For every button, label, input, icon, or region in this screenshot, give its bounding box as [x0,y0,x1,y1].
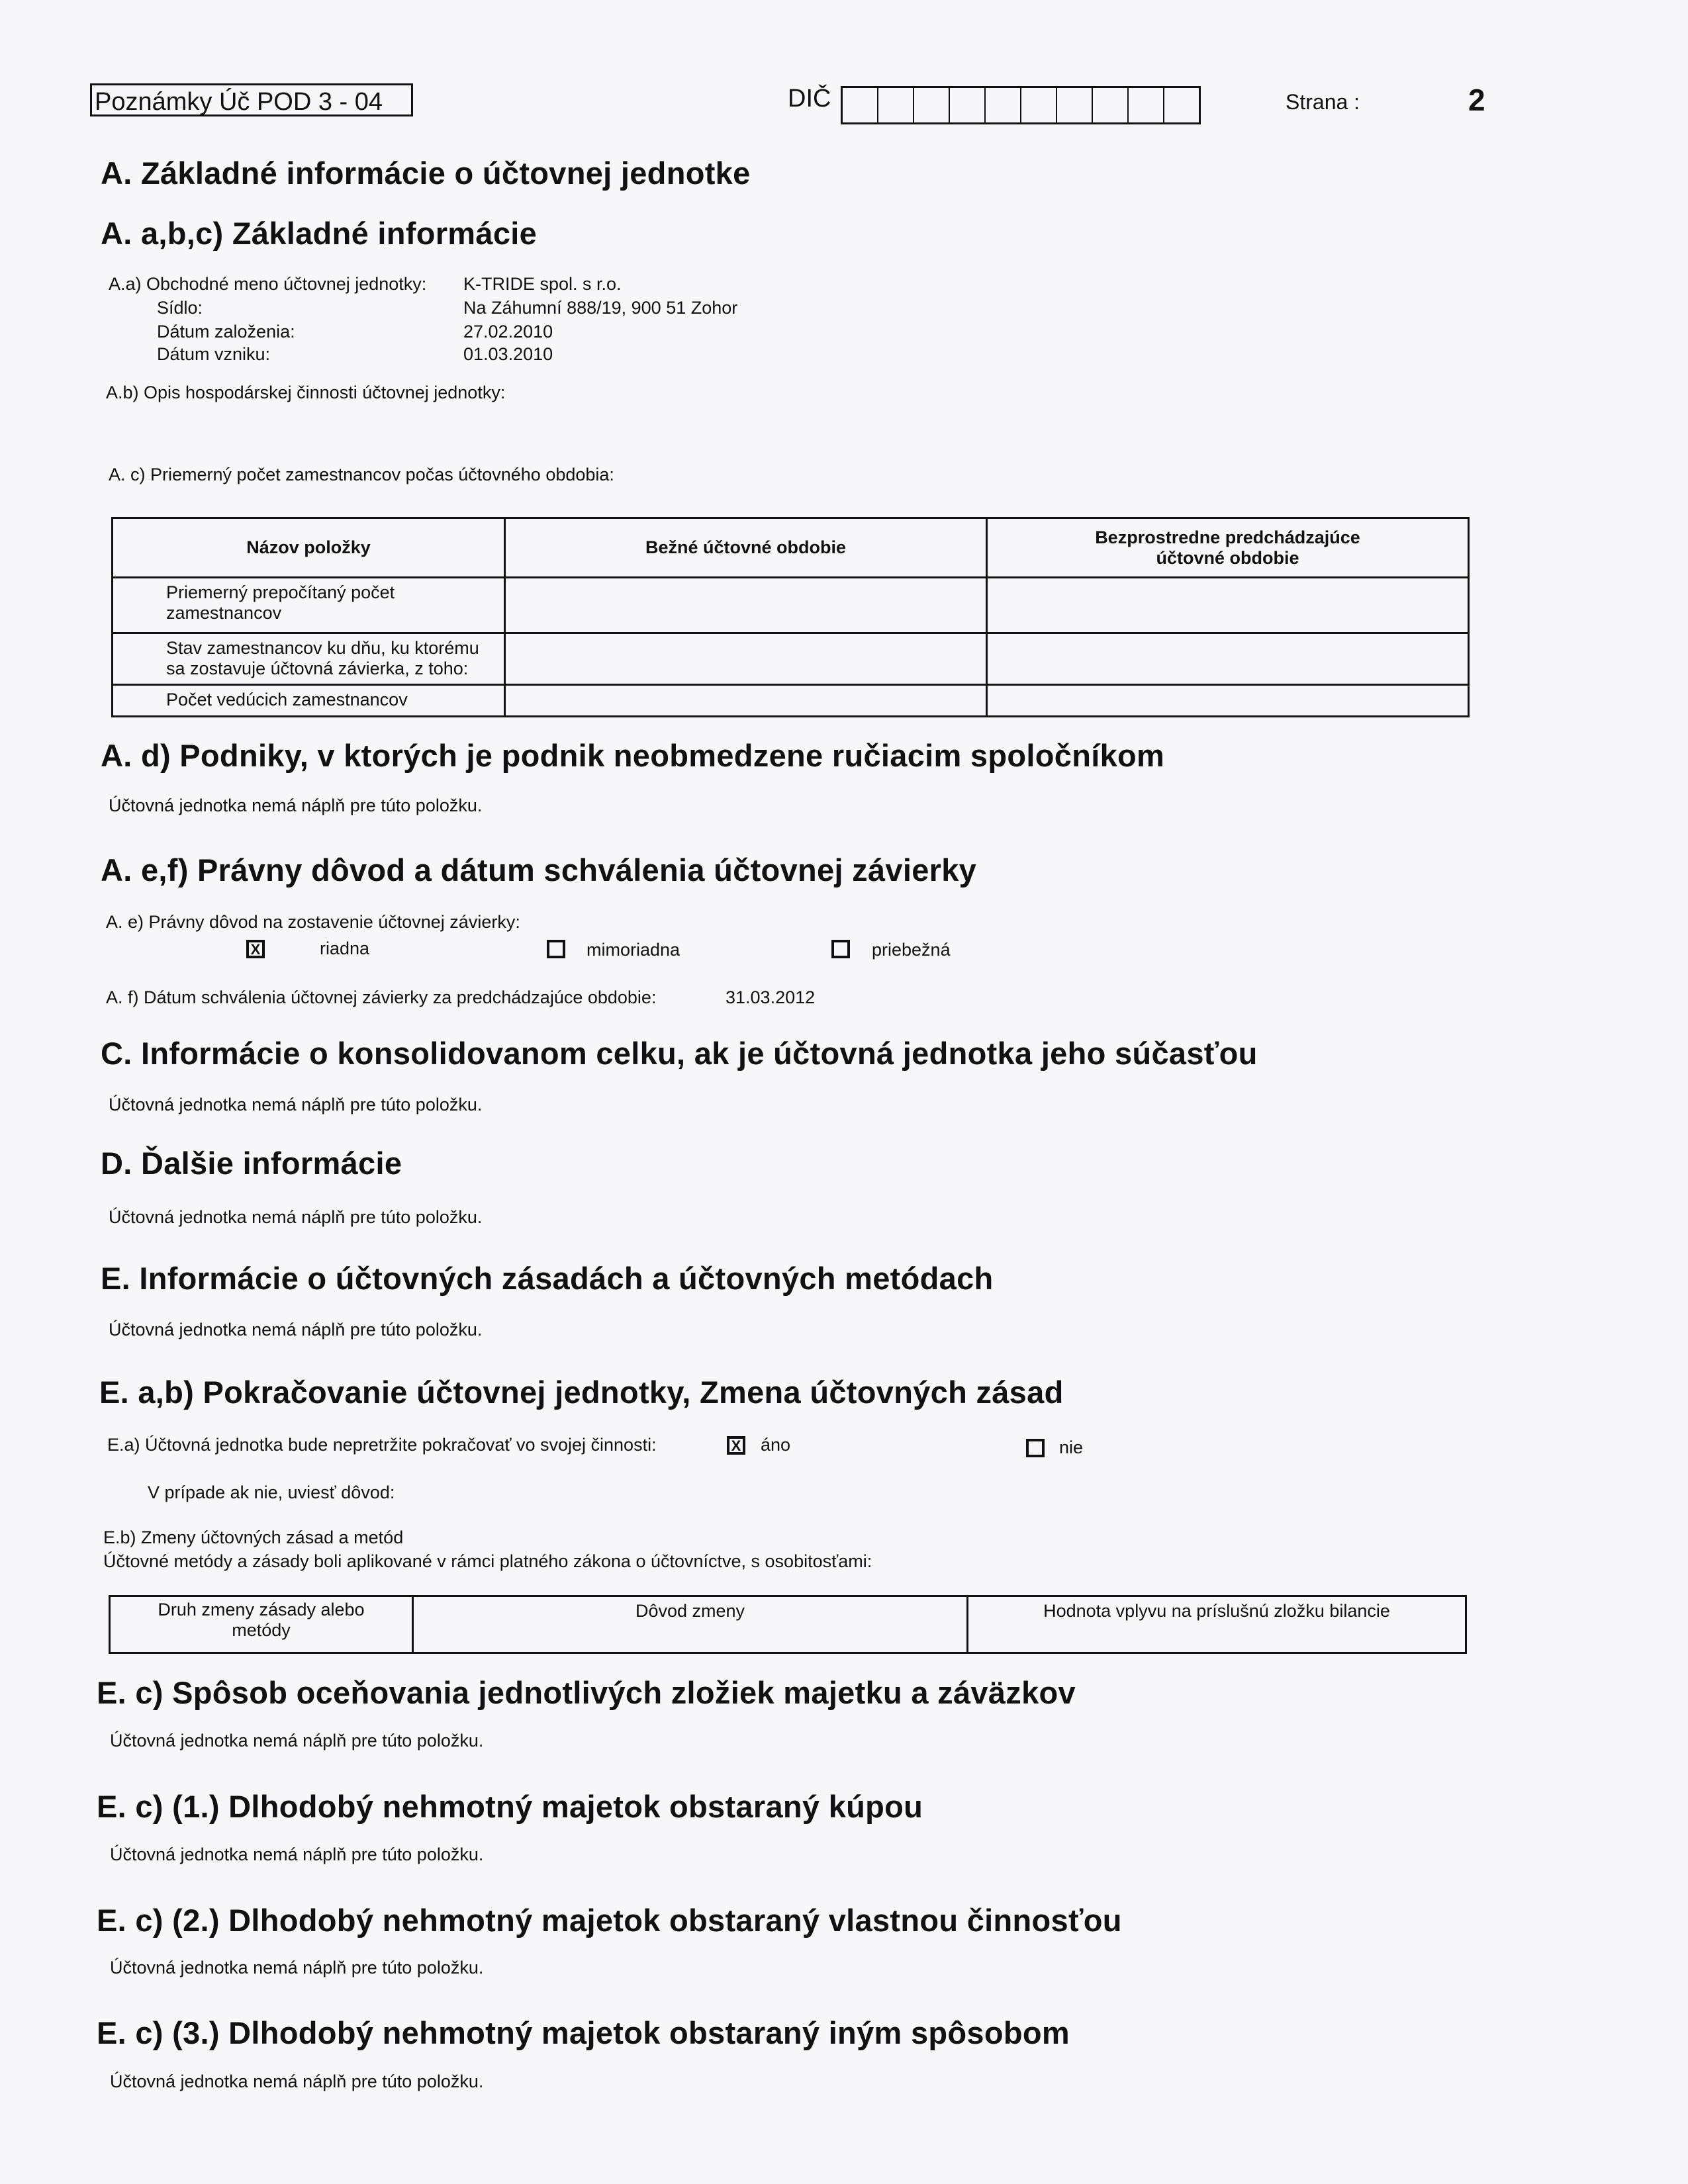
checkbox-riadna[interactable]: X [246,940,265,958]
field-label: Sídlo: [157,298,203,318]
col-header: Dôvod zmeny [413,1596,968,1653]
ab-label: A.b) Opis hospodárskej činnosti účtovnej jednotky: [106,383,506,402]
reason-label: V prípade ak nie, uviesť dôvod: [148,1482,395,1502]
row-label: Stav zamestnancov ku dňu, ku ktorému sa zostavuje účtovná závierka, z toho: [113,633,505,685]
checkbox-label: áno [761,1435,791,1455]
heading-eab: E. a,b) Pokračovanie účtovnej jednotky, Zmena účtovných zásad [99,1375,1064,1410]
checkbox-priebezna[interactable] [831,940,850,958]
heading-ec2: E. c) (2.) Dlhodobý nehmotný majetok obstaraný vlastnou činnosťou [97,1903,1122,1938]
checkbox-label: nie [1059,1437,1084,1457]
checkbox-label: mimoriadna [586,940,680,960]
heading-e: E. Informácie o účtovných zásadách a účtovných metódach [101,1261,994,1296]
heading-c: C. Informácie o konsolidovanom celku, ak je účtovná jednotka jeho súčasťou [101,1036,1258,1071]
empty-note: Účtovná jednotka nemá náplň pre túto položku. [109,1095,483,1115]
col-header: Bežné účtovné obdobie [505,518,987,578]
field-label: Dátum založenia: [157,322,295,341]
af-value: 31.03.2012 [726,987,816,1007]
col-header: Bezprostredne predchádzajúce účtovné obdobie [987,518,1469,578]
eb-title: E.b) Zmeny účtovných zásad a metód [103,1527,404,1547]
heading-d: D. Ďalšie informácie [101,1146,402,1181]
cell[interactable] [987,633,1469,685]
empty-note: Účtovná jednotka nemá náplň pre túto položku. [110,2071,484,2091]
ae-label: A. e) Právny dôvod na zostavenie účtovnej závierky: [106,912,520,932]
employees-table [111,517,1470,717]
field-value: K-TRIDE spol. s r.o. [463,274,622,294]
checkbox-mimoriadna[interactable] [547,940,565,958]
empty-note: Účtovná jednotka nemá náplň pre túto položku. [110,1844,484,1864]
section-a-title: A. Základné informácie o účtovnej jednotke [101,156,751,191]
checkbox-label: priebežná [872,940,951,960]
checkbox-ano[interactable]: X [727,1436,745,1455]
checkbox-label: riadna [320,938,370,958]
eb-text: Účtovné metódy a zásady boli aplikované v rámci platného zákona o účtovníctve, s osobitosťami: [103,1551,872,1571]
heading-ec1: E. c) (1.) Dlhodobý nehmotný majetok obstaraný kúpou [97,1789,923,1824]
heading-ec: E. c) Spôsob oceňovania jednotlivých zložiek majetku a záväzkov [97,1675,1076,1710]
section-abc-title: A. a,b,c) Základné informácie [101,216,538,251]
cell[interactable] [505,578,987,633]
heading-ec3: E. c) (3.) Dlhodobý nehmotný majetok obstaraný iným spôsobom [97,2015,1070,2050]
field-value: 27.02.2010 [463,322,553,341]
empty-note: Účtovná jednotka nemá náplň pre túto položku. [109,1207,483,1227]
row-label: Počet vedúcich zamestnancov [113,685,505,717]
cell[interactable] [987,578,1469,633]
dic-input-boxes[interactable] [841,86,1201,124]
heading-aef: A. e,f) Právny dôvod a dátum schválenia účtovnej závierky [101,852,977,887]
ea-label: E.a) Účtovná jednotka bude nepretržite pokračovať vo svojej činnosti: [107,1435,657,1455]
cell[interactable] [505,633,987,685]
ac-label: A. c) Priemerný počet zamestnancov počas účtovného obdobia: [109,465,614,484]
form-id: Poznámky Úč POD 3 - 04 [90,83,413,116]
cell[interactable] [505,685,987,717]
empty-note: Účtovná jednotka nemá náplň pre túto položku. [109,1320,483,1340]
empty-note: Účtovná jednotka nemá náplň pre túto položku. [109,796,483,815]
dic-label: DIČ [788,85,831,113]
col-header: Druh zmeny zásady alebo metódy [110,1596,413,1653]
col-header: Hodnota vplyvu na príslušnú zložku bilancie [968,1596,1466,1653]
checkbox-nie[interactable] [1026,1439,1045,1457]
col-header: Názov položky [113,518,505,578]
field-value: 01.03.2010 [463,344,553,364]
empty-note: Účtovná jednotka nemá náplň pre túto položku. [110,1958,484,1978]
page-label: Strana : [1286,90,1360,114]
empty-note: Účtovná jednotka nemá náplň pre túto položku. [110,1731,484,1751]
field-label: A.a) Obchodné meno účtovnej jednotky: [109,274,427,294]
field-value: Na Záhumní 888/19, 900 51 Zohor [463,298,738,318]
page-number: 2 [1468,83,1485,117]
row-label: Priemerný prepočítaný počet zamestnancov [113,578,505,633]
field-label: Dátum vzniku: [157,344,271,364]
heading-ad: A. d) Podniky, v ktorých je podnik neobmedzene ručiacim spoločníkom [101,738,1165,773]
changes-table [109,1595,1467,1654]
cell[interactable] [987,685,1469,717]
af-label: A. f) Dátum schválenia účtovnej závierky za predchádzajúce obdobie: [106,987,657,1007]
